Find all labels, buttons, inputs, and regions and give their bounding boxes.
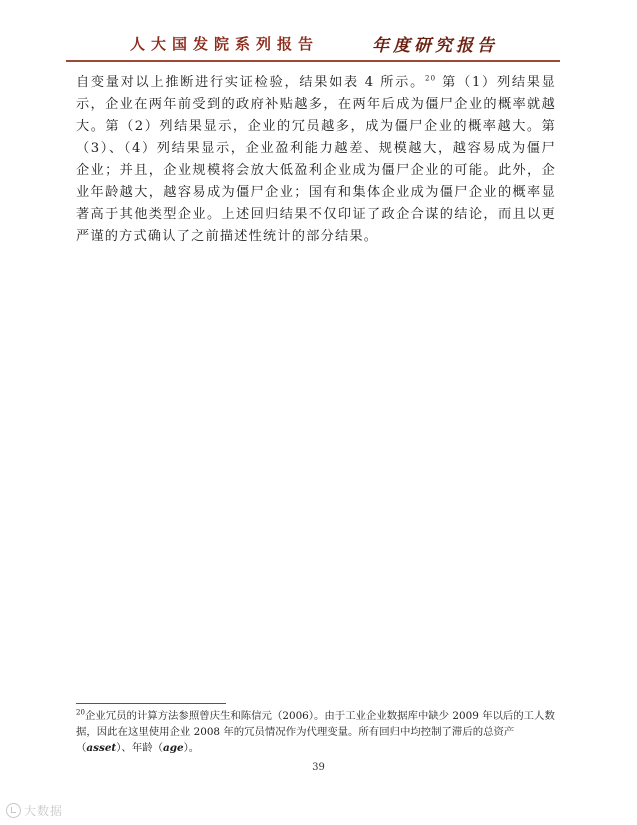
footnote bbox=[76, 708, 560, 756]
page-number: 39 bbox=[312, 762, 325, 773]
watermark-text: 大数据 bbox=[24, 803, 64, 818]
header-divider bbox=[66, 60, 560, 62]
footnote-reference: 20 bbox=[424, 74, 437, 83]
footnote-text-mid: ）、年龄（ bbox=[116, 742, 163, 754]
footnote-number: 20 bbox=[76, 708, 85, 717]
header-subtitle: 年度研究报告 bbox=[372, 36, 498, 56]
footnote-var-asset: asset bbox=[86, 742, 117, 754]
paragraph-text-rest: 第（1）列结果显示，企业在两年前受到的政府补贴越多，在两年后成为僵尸企业的概率就越大。第（2）列结果显示，企业的冗员越多，成为僵尸企业的概率越大。第（3）、（4）列结果显示，企业盈利能力越差、规模越大，越容易成为僵尸企业；并且，企业规模将会放大低盈利企业成为僵尸企业的可能。此外，企业年龄越大，越容易成为僵尸企业；国有和集体企业成为僵尸企业的概率显著高于其他类型企业。上述回归结果不仅印证了政企合谋的结论，而且以更严谨的方式确认了之前描述性统计的部分结果。 bbox=[76, 75, 556, 244]
footnote-text-main: 企业冗员的计算方法参照曾庆生和陈信元（2006）。由于工业企业数据库中缺少 2009 年以后的工人数据，因此在这里使用企业 2008 年的冗员情况作为代理变量。所有回归中均控制了滞后的总资产（ bbox=[76, 710, 555, 754]
weibo-icon bbox=[6, 803, 21, 818]
watermark bbox=[6, 801, 63, 819]
footnote-var-age: age bbox=[163, 742, 184, 754]
body-paragraph bbox=[76, 72, 556, 248]
page-header bbox=[0, 33, 637, 61]
footnote-text-end: ）。 bbox=[183, 742, 200, 754]
header-title: 人大国发院系列报告 bbox=[130, 35, 320, 53]
footnote-divider bbox=[76, 703, 226, 704]
paragraph-text-start: 自变量对以上推断进行实证检验，结果如表 4 所示。 bbox=[76, 75, 425, 90]
